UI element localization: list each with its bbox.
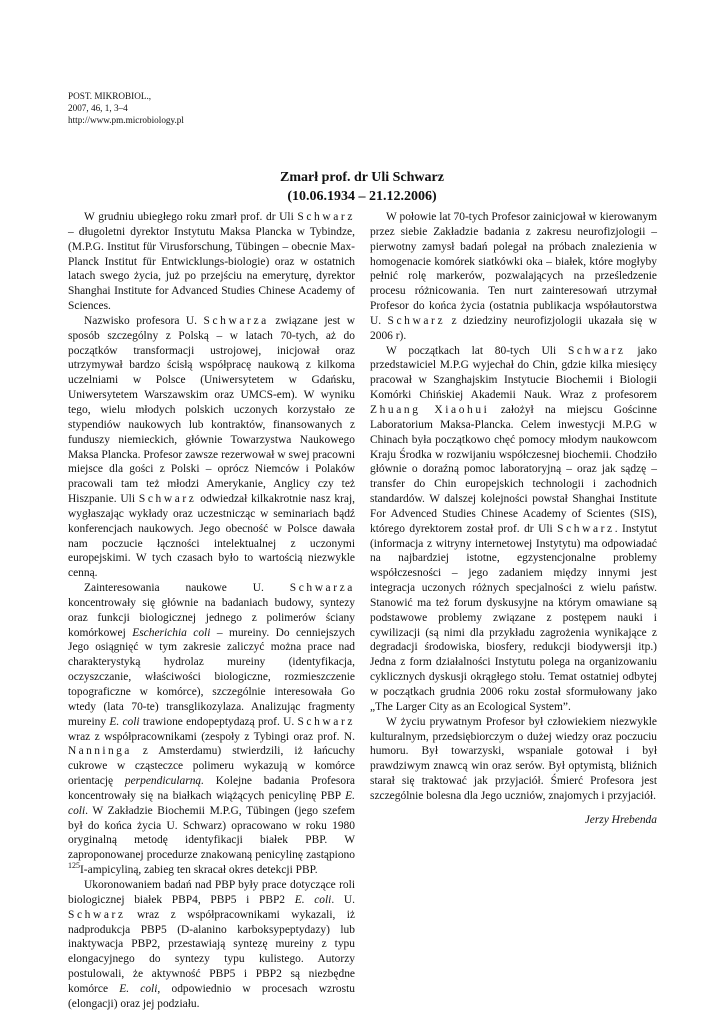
journal-name: POST. MIKROBIOL., [68,91,152,101]
paragraph-3: Zainteresowania naukowe U. Schwarza koncentrowały się głównie na badaniach budowy, syntezy oraz funkcji biologicznej jednego z polimerów ściany komórkowej Escherichia coli – mureiny. Do cenniejszych Jego osiągnięć w tym zakresie zaliczyć można prace nad charakterystyką hydrolaz mureiny (identyfikacja, oczyszczanie, właściwości biologiczne, rozmieszczenie topograficzne w komórce), szczególnie interesowała Go wtedy (lata 70-te) transglikozylaza. Analizując fragmenty mureiny E. coli trawione endopeptydazą prof. U. Schwarz wraz z współpracownikami (zespoły z Tybingi oraz prof. N. Nanninga z Amsterdamu) stwierdzili, iż łańcuchy cukrowe w cząsteczce polimeru wykazują w komórce orientację perpendicularną. Kolejne badania Profesora koncentrowały się na białkach wiążących penicylinę PBP E. coli. W Zakładzie Biochemii M.P.G, Tübingen (jego szefem był do końca życia U. Schwarz) opracowano w roku 1980 oryginalną metodę identyfikacji białek PBP. W zaproponowanej procedurze znakowaną penicylinę zastąpiono $^{125}$I-ampicyliną, zabieg ten skracał okres detekcji PBP. [68,582,356,877]
paragraph-1: W grudniu ubiegłego roku zmarł prof. dr Uli Schwarz – długoletni dyrektor Instytutu Maksa Plancka w Tybindze, (M.P.G. Institut für Virusforschung, Tübingen – obecnie Max-Planck Institut für Entwicklungs-biologie) oraz w ostatnich latach swego życia, już po przejściu na emeryturę, dyrektor Shanghai Institute for Advanced Studies Chinese Academy of Sciences. [68,211,355,313]
title-line-1: Zmarł prof. dr Uli Schwarz [280,170,444,185]
left-column [68,210,355,1012]
paragraph-5: W połowie lat 70-tych Profesor zainicjował w kierowanym przez siebie Zakładzie badania z zakresu neurofizjologii – pierwotny zamysł badań polegał na próbach znalezienia w homogenacie komórek siatkówki oka – białek, które mogłyby pełnić rolę markerów, pozwalających na prześledzenie procesu różnicowania. Ten nurt zainteresowań utrzymał Profesor do końca życia (ostatnia publikacja współautorstwa U. Schwarz z dziedziny neurofizjologii ukazała się w 2006 r). [370,211,658,342]
title-line-2: (10.06.1934 – 21.12.2006) [287,189,437,204]
right-column [370,210,657,828]
obituary-title [0,168,724,206]
paragraph-6: W początkach lat 80-tych Uli Schwarz jako przedstawiciel M.P.G wyjechał do Chin, gdzie kilka miesięcy pracował w Szanghajskim Instytucie Biochemii i Biologii Komórki Chińskiej Akademii Nauk. Wraz z profesorem Zhuang Xiaohui założył na miejscu Gościnne Laboratorium Maksa-Plancka. Celem inwestycji M.P.G w Chinach była początkowo chęć pomocy młodym naukowcom Kraju Środka w rozwijaniu współczesnej biochemii. Chodziło głównie o doraźną pomoc laboratoryjną – oraz jak sądzę – transfer do Chin europejskich technologii i zachodnich standardów. W dalszej kolejności powstał Shanghai Institute For Advenced Studies Chinese Academy of Scientes (SIS), którego dyrektorem został prof. dr Uli Schwarz. Instytut (informacja z witryny internetowej Instytytu) ma odpowiadać na najbardziej istotne, egzystencjonalne problemy współczesności – jego zadaniem między innymi jest integracja uczonych różnych specjalności z wielu państw. Stanowić ma też forum dyskusyjne na którym omawiane są podstawowe problemy związane z postępem nauki i cywilizacji (są nimi dla przykładu zagrożenia wynikające z degradacji środowiska, biosfery, redukcji biodywersji itp.) Jedna z form działalności Instytutu polega na organizowaniu cyklicznych dyskusji okrągłego stołu. Temat ostatniej odbytej w początkach grudnia 2006 roku został sformułowany jako „The Larger City as an Ecological System”. [370,344,658,713]
paragraph-7: W życiu prywatnym Profesor był człowiekiem niezwykle kulturalnym, przedsiębiorczym o dużej wiedzy oraz poczuciu humoru. Był towarzyski, wspaniale gotował i był prawdziwym znawcą win oraz serów. Był optymistą, bliźnich starał się traktować jak przyjaciół. Śmierć Profesora jest szczególnie bolesna dla Jego uczniów, znajomych i przyjaciół. [370,715,657,802]
author-signature: Jerzy Hrebenda [584,813,657,826]
paragraph-4: Ukoronowaniem badań nad PBP były prace dotyczące roli biologicznej białek PBP4, PBP5 i PBP2 E. coli. U. Schwarz wraz z współpracownikami wykazali, iż nadprodukcja PBP5 (D-alanino karboksypeptydazy) lub inaktywacja PBP2, przestawiają syntezę mureiny z typu elongacyjnego do syntezy typu kulistego. Autorzy postulowali, że aktywność PBP5 i PBP2 są niezbędne komórce E. coli, odpowiednio w procesach wzrostu (elongacji) oraz jej podziału. [68,878,356,1010]
journal-header [68,90,184,126]
journal-volume: 2007, 46, 1, 3–4 [68,103,128,113]
journal-url: http://www.pm.microbiology.pl [68,115,184,125]
paragraph-2: Nazwisko profesora U. Schwarza związane jest w sposób szczególny z Polską – w latach 70-tych, aż do początków transformacji ustrojowej, inicjował oraz utrzymywał bardzo ścisłą współpracę naukową z kilkoma uczelniami w Polsce (Uniwersytetem w Gdańsku, Uniwersytetem Warszawskim oraz UMCS-em). W wyniku tego, wielu młodych polskich uczonych korzystało ze stypendiów naukowych lub kontraktów, finansowanych z funduszy niemieckich, głównie Towarzystwa Naukowego Maksa Plancka. Profesor zawsze rezerwował w swej pracowni miejsce dla gości z Polski – oprócz Niemców i Polaków pracowali tam też młodzi Amerykanie, Anglicy czy też Hiszpanie. Uli Schwarz odwiedzał kilkakrotnie nasz kraj, wygłaszając wykłady oraz uczestnicząc w seminariach bądź konferencjach naukowych. Jego obecność w Polsce dawała nam poczucie łączności intelektualnej z uczonymi europejskimi. W tych czasach było to wartością niezwykle cenną. [68,314,355,580]
